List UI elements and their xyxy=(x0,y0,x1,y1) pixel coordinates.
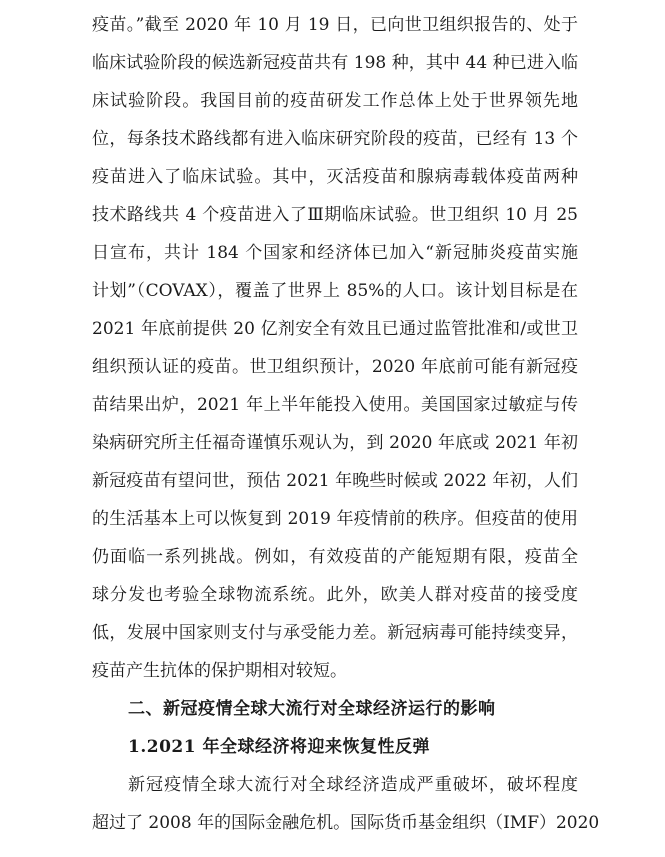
body-text-line: 计划”（COVAX），覆盖了世界上 85%的人口。该计划目标是在 xyxy=(92,281,578,301)
body-text-line: 新冠疫情全球大流行对全球经济造成严重破坏，破坏程度 xyxy=(128,775,578,795)
body-text-line: 仍面临一系列挑战。例如，有效疫苗的产能短期有限，疫苗全 xyxy=(92,547,578,567)
body-text-line: 的生活基本上可以恢复到 2019 年疫情前的秩序。但疫苗的使用 xyxy=(92,509,578,529)
body-text-line: 位，每条技术路线都有进入临床研究阶段的疫苗，已经有 13 个 xyxy=(92,129,578,149)
body-text-line: 苗结果出炉，2021 年上半年能投入使用。美国国家过敏症与传 xyxy=(92,395,578,415)
body-text-line: 超过了 2008 年的国际金融危机。国际货币基金组织（IMF）2020 xyxy=(92,813,600,833)
body-text-line: 染病研究所主任福奇谨慎乐观认为，到 2020 年底或 2021 年初 xyxy=(92,433,578,453)
body-text-line: 疫苗进入了临床试验。其中，灭活疫苗和腺病毒载体疫苗两种 xyxy=(92,167,578,187)
body-text-line: 疫苗。”截至 2020 年 10 月 19 日，已向世卫组织报告的、处于 xyxy=(92,15,578,35)
subsection-heading: 1.2021 年全球经济将迎来恢复性反弹 xyxy=(128,737,430,757)
body-text-line: 技术路线共 4 个疫苗进入了Ⅲ期临床试验。世卫组织 10 月 25 xyxy=(92,205,578,225)
body-text-line: 球分发也考验全球物流系统。此外，欧美人群对疫苗的接受度 xyxy=(92,585,578,605)
body-text-line: 临床试验阶段的候选新冠疫苗共有 198 种，其中 44 种已进入临 xyxy=(92,53,578,73)
body-text-line: 疫苗产生抗体的保护期相对较短。 xyxy=(92,661,347,681)
body-text-line: 日宣布，共计 184 个国家和经济体已加入“新冠肺炎疫苗实施 xyxy=(92,243,578,263)
body-text-line: 新冠疫苗有望问世，预估 2021 年晚些时候或 2022 年初，人们 xyxy=(92,471,578,491)
body-text-line: 床试验阶段。我国目前的疫苗研发工作总体上处于世界领先地 xyxy=(92,91,578,111)
body-text-line: 低，发展中国家则支付与承受能力差。新冠病毒可能持续变异， xyxy=(92,623,578,643)
body-text-line: 2021 年底前提供 20 亿剂安全有效且已通过监管批准和/或世卫 xyxy=(92,319,578,339)
body-text-line: 组织预认证的疫苗。世卫组织预计，2020 年底前可能有新冠疫 xyxy=(92,357,578,377)
section-heading: 二、新冠疫情全球大流行对全球经济运行的影响 xyxy=(128,699,496,719)
